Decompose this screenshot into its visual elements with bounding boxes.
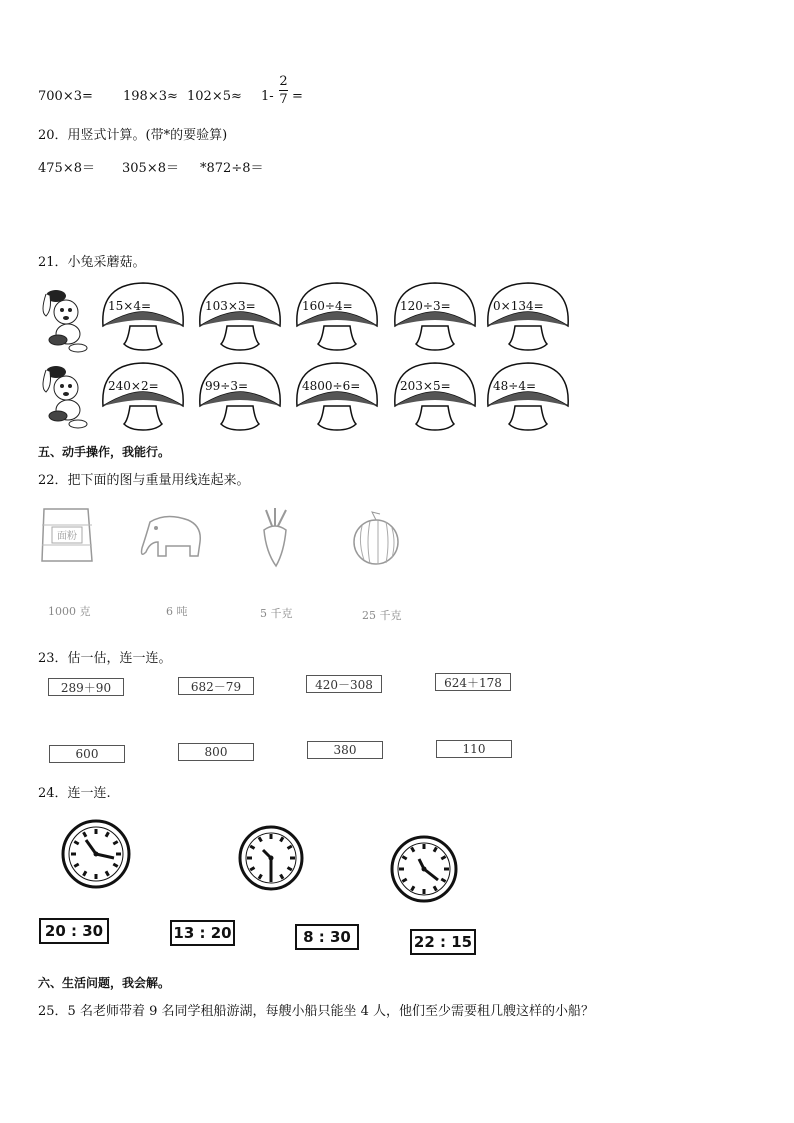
digital-time-box: 20 : 30	[39, 918, 109, 944]
mushroom-expression: 160÷4=	[302, 299, 353, 313]
mushroom-expression: 203×5=	[400, 379, 451, 393]
estimate-expression-box: 289＋90	[48, 678, 124, 696]
mushroom-expression: 0×134=	[493, 299, 544, 313]
mushroom-card	[294, 280, 380, 364]
mushroom-card	[392, 280, 478, 364]
estimate-expression-box: 682－79	[178, 677, 254, 695]
mushroom-card	[197, 360, 283, 444]
calc-item-1: 700×3=	[38, 89, 93, 104]
weight-label-1: 1000 克	[48, 605, 91, 618]
watermelon-icon	[352, 508, 400, 568]
digital-time-box: 8 : 30	[295, 924, 359, 950]
rabbit-icon	[38, 282, 98, 354]
estimate-result-box: 600	[49, 745, 125, 763]
fraction-numerator: 2	[279, 74, 288, 89]
question-24-title: 24．连一连.	[38, 786, 111, 801]
radish-icon	[252, 508, 298, 568]
fraction-equals: =	[292, 89, 303, 104]
section-5-title: 五、动手操作，我能行。	[38, 445, 171, 459]
clock-icon	[389, 834, 459, 904]
clock-icon	[237, 824, 305, 892]
fraction-prefix: 1-	[261, 89, 274, 104]
flour-bag-icon	[38, 505, 96, 565]
rabbit-icon	[38, 358, 98, 430]
vertical-calc-3: *872÷8＝	[200, 161, 264, 176]
question-21-title: 21．小兔采蘑菇。	[38, 255, 146, 270]
mushroom-expression: 99÷3=	[205, 379, 249, 393]
estimate-expression-box: 624＋178	[435, 673, 511, 691]
question-23-title: 23．估一估，连一连。	[38, 651, 172, 666]
elephant-icon	[136, 512, 208, 562]
digital-time-box: 13 : 20	[170, 920, 235, 946]
estimate-result-box: 110	[436, 740, 512, 758]
estimate-result-box: 800	[178, 743, 254, 761]
mushroom-expression: 240×2=	[108, 379, 159, 393]
clock-icon	[60, 818, 132, 890]
mushroom-card	[485, 280, 571, 364]
calc-item-2: 198×3≈	[123, 89, 178, 104]
section-6-title: 六、生活问题，我会解。	[38, 976, 171, 990]
weight-label-2: 6 吨	[166, 605, 188, 618]
fraction-denominator: 7	[279, 92, 288, 107]
vertical-calc-1: 475×8＝	[38, 161, 95, 176]
question-20-title: 20．用竖式计算。(带*的要验算)	[38, 128, 228, 143]
mushroom-expression: 48÷4=	[493, 379, 537, 393]
weight-label-4: 25 千克	[362, 609, 402, 622]
mushroom-expression: 103×3=	[205, 299, 256, 313]
vertical-calc-2: 305×8＝	[122, 161, 179, 176]
mushroom-card	[100, 280, 186, 364]
mushroom-card	[392, 360, 478, 444]
question-25-title: 25．5 名老师带着 9 名同学租船游湖，每艘小船只能坐 4 人，他们至少需要租几艘这样的小船？	[38, 1004, 595, 1019]
mushroom-card	[197, 280, 283, 364]
mushroom-expression: 4800÷6=	[302, 379, 361, 393]
fraction	[279, 74, 288, 107]
mushroom-card	[485, 360, 571, 444]
estimate-result-box: 380	[307, 741, 383, 759]
mushroom-expression: 15×4=	[108, 299, 152, 313]
mushroom-card	[294, 360, 380, 444]
mushroom-expression: 120÷3=	[400, 299, 451, 313]
weight-label-3: 5 千克	[260, 607, 293, 620]
mushroom-card	[100, 360, 186, 444]
question-22-title: 22．把下面的图与重量用线连起来。	[38, 473, 250, 488]
flour-bag-label: 面粉	[57, 531, 77, 542]
estimate-expression-box: 420－308	[306, 675, 382, 693]
digital-time-box: 22 : 15	[410, 929, 476, 955]
calc-item-3: 102×5≈	[187, 89, 242, 104]
